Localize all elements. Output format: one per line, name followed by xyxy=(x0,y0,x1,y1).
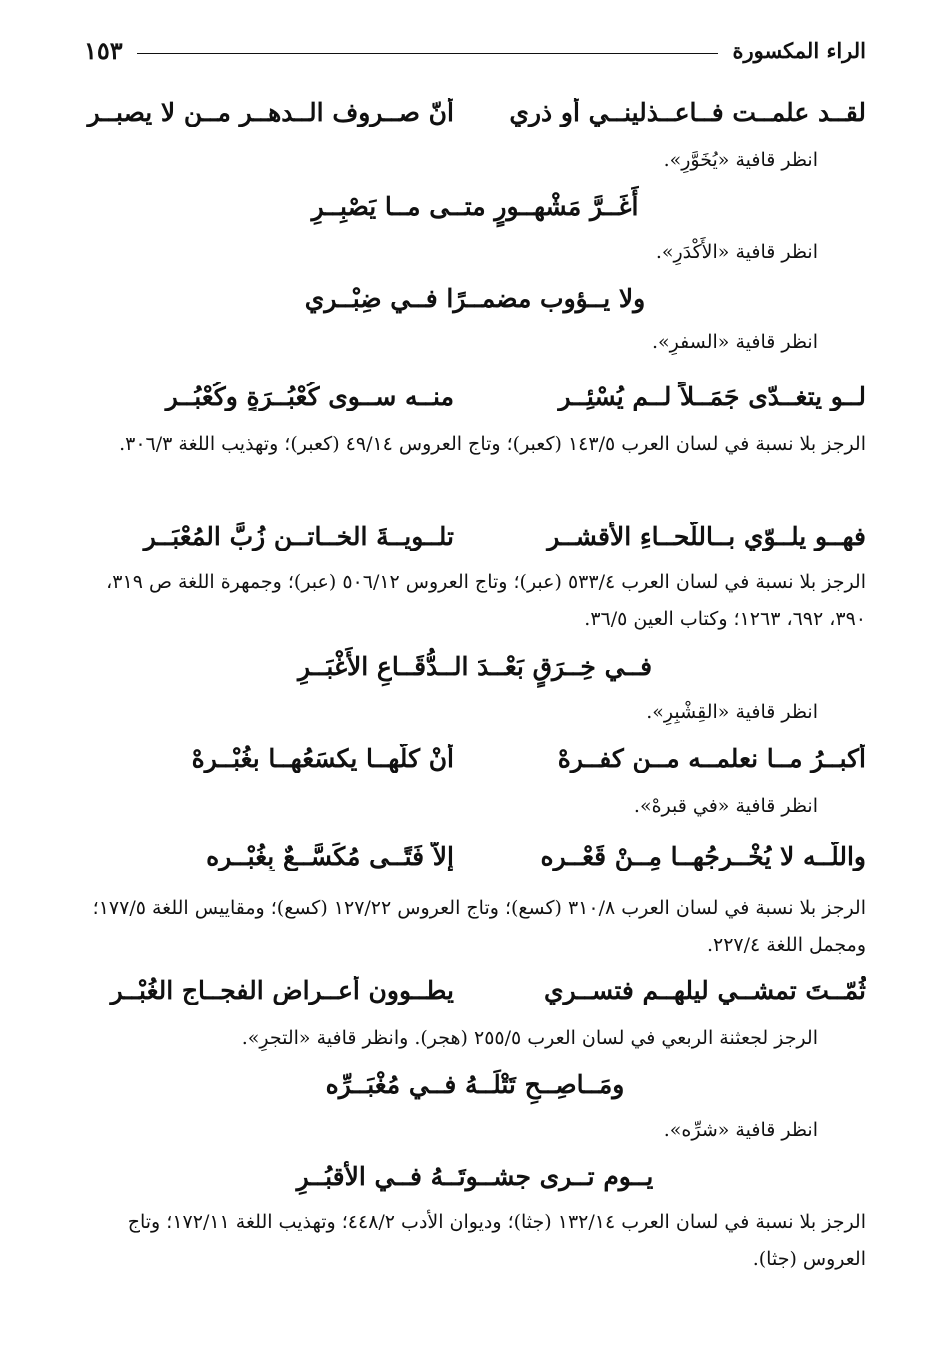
verse-first-hemistich: أكبــرُ مــا نعلمــه مــن كفــرهْ xyxy=(557,744,866,773)
note: الرجز لجعثنة الربعي في لسان العرب ٢٥٥/٥ (هجر). وانظر قافية «التجرِ». xyxy=(241,1027,818,1049)
note: انظر قافية «الأَكْدَرِ». xyxy=(655,241,818,263)
note: انظر قافية «السفرِ». xyxy=(652,331,818,353)
verse-single: أَغَــرَّ مَشْهــورٍ متــى مــا يَصْبِــرِ xyxy=(311,192,639,221)
verse-first-hemistich: لقــد علمــت فــاعــذلينــي أو ذري xyxy=(509,98,866,127)
note: انظر قافية «يُخَوَّرِ». xyxy=(663,149,818,171)
verse-line xyxy=(84,98,866,142)
verse-second-hemistich: يطــوون أعــراض الفجــاج الغُبْــرِ xyxy=(110,976,454,1005)
verse-line xyxy=(84,842,866,886)
note: انظر قافية «شرِّه». xyxy=(663,1119,818,1141)
page-number: ١٥٣ xyxy=(84,35,123,65)
verse-line xyxy=(84,522,866,566)
note: الرجز بلا نسبة في لسان العرب ١٤٣/٥ (كعبر)؛ وتاج العروس ٤٩/١٤ (كعبر)؛ وتهذيب اللغة ٣٠٦/٣. xyxy=(119,433,866,455)
header-rule xyxy=(137,53,719,54)
note: الرجز بلا نسبة في لسان العرب ٥٣٣/٤ (عبر)؛ وتاج العروس ٥٠٦/١٢ (عبر)؛ وجمهرة اللغة ص ٣١٩، ٣٩٠، ٦٩٢، ١٢٦٣؛ وكتاب العين ٣٦/٥. xyxy=(106,571,866,630)
verse-second-hemistich: تلــويــةَ الخــاتــنِ زُبَّ المُعْبَــرِ xyxy=(143,522,454,551)
verse-second-hemistich: منــه ســوى كُعْبُــرَةٍ وكُعْبُــرِ xyxy=(165,382,454,411)
verse-second-hemistich: أنْ كلّهــا يكسَعُهــا بغُبْــرِهْ xyxy=(191,744,454,773)
note: انظر قافية «في قبرهْ». xyxy=(633,795,818,817)
running-header xyxy=(84,30,866,70)
verse-single: ومَــاصِــحِ تَتْلَــهُ فــي مُغْبَــرِّه xyxy=(325,1070,625,1099)
verse-second-hemistich: إلاَّ فَتًــى مُكَسَّــعٌ بِغُبْــرِه xyxy=(206,842,454,871)
verse-single: ولا يــؤوب مضمــرًا فــي ضِبْــري xyxy=(304,284,646,313)
verse-second-hemistich: أنّ صــروف الــدهــر مــن لا يصبــرِ xyxy=(87,98,454,127)
verse-single: فــي خِــرَقٍ بَعْــدَ الــدُّقَــاعِ الأَغْبَــرِ xyxy=(297,652,653,681)
page xyxy=(84,30,866,1270)
verse-line xyxy=(84,382,866,426)
verse-first-hemistich: فهــو يلــوّي بــاللّحــاءِ الأقشــرِ xyxy=(547,522,866,551)
note: الرجز بلا نسبة في لسان العرب ٣١٠/٨ (كسع)؛ وتاج العروس ١٢٧/٢٢ (كسع)؛ ومقاييس اللغة ١٧٧/٥؛ ومجمل اللغة ٢٢٧/٤. xyxy=(92,897,866,956)
verse-single: يــوم تــرى جشــوتَــهُ فــي الأقبُــرِ xyxy=(296,1162,654,1191)
verse-first-hemistich: ثُمّــتَ تمشــي ليلهــم فتســري xyxy=(544,976,866,1005)
note: انظر قافية «القِشْبِرِ». xyxy=(646,701,818,723)
verse-line xyxy=(84,976,866,1020)
verse-first-hemistich: لــو يتغــدّى جَمَــلاً لــم يُسْئِــرِ xyxy=(558,382,866,411)
note: الرجز بلا نسبة في لسان العرب ١٣٢/١٤ (جثا)؛ وديوان الأدب ٤٤٨/٢؛ وتهذيب اللغة ١٧٢/١١؛ وتاج العروس (جثا). xyxy=(127,1211,866,1270)
chapter-title: الراء المكسورة xyxy=(732,37,866,63)
verse-line xyxy=(84,744,866,788)
verse-first-hemistich: واللّــه لا يُخْــرِجُهــا مِــنْ قَعْــرِه xyxy=(540,842,866,871)
